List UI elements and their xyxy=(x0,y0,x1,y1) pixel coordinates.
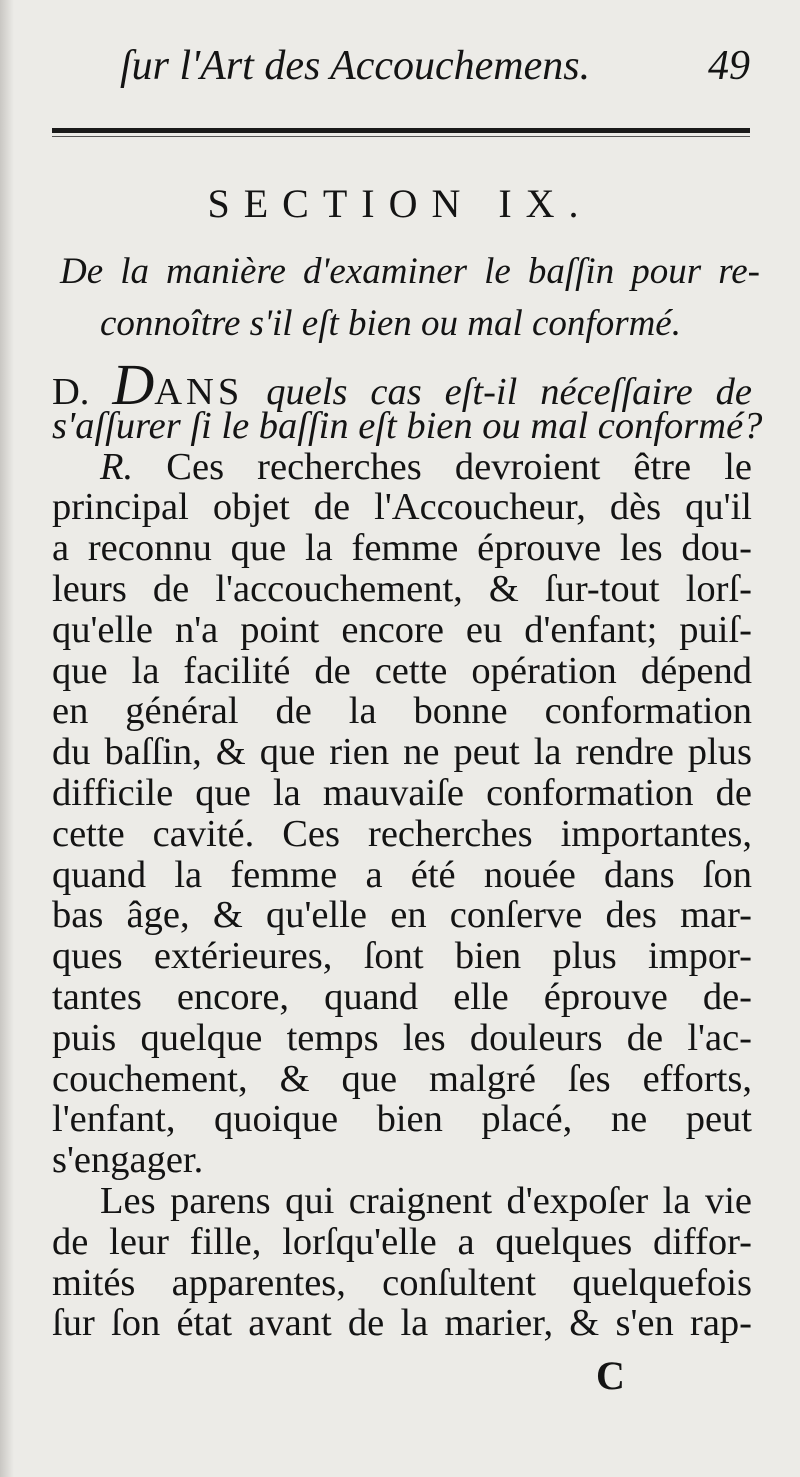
answer-line: cette cavité. Ces recherches importantes, xyxy=(52,812,752,855)
question-marker: D. xyxy=(52,371,90,413)
answer-line: du baſſin, & que rien ne peut la rendre plus xyxy=(52,731,752,774)
paragraph-2-line: Les parens qui craignent d'expoſer la vie xyxy=(100,1179,752,1222)
question-line-2: s'aſſurer ſi le baſſin eſt bien ou mal conformé? xyxy=(52,404,763,447)
answer-marker: R. xyxy=(100,445,134,488)
section-subtitle-line-2: connoître s'il eſt bien ou mal conformé. xyxy=(100,303,681,344)
answer-line: difficile que la mauvaiſe conformation de xyxy=(52,771,752,814)
answer-line: a reconnu que la femme éprouve les dou- xyxy=(52,527,752,570)
paragraph-2-line: de leur fille, lorſqu'elle a quelques diffor- xyxy=(52,1220,752,1263)
question-line-1-rest: quels cas eſt-il néceſſaire de xyxy=(266,371,752,413)
section-heading: SECTION IX. xyxy=(207,181,593,226)
answer-line: leurs de l'accouchement, & ſur-tout lorſ- xyxy=(52,567,752,610)
answer-line-1-rest: Ces recherches devroient être le xyxy=(166,445,753,488)
drop-capital: D xyxy=(112,352,155,417)
paragraph-2-line: mités apparentes, conſultent quelquefois xyxy=(52,1261,752,1304)
answer-line: que la facilité de cette opération dépend xyxy=(52,649,752,692)
answer-line: s'engager. xyxy=(52,1139,204,1182)
answer-line: quand la femme a été nouée dans ſon xyxy=(52,853,752,896)
answer-line: couchement, & que malgré ſes efforts, xyxy=(52,1057,752,1100)
running-header xyxy=(60,36,750,106)
answer-line-1 xyxy=(52,447,752,488)
answer-line: l'enfant, quoique bien placé, ne peut xyxy=(52,1098,752,1141)
answer-line: ques extérieures, ſont bien plus impor- xyxy=(52,935,752,978)
running-title: ſur l'Art des Accouchemens. xyxy=(120,43,591,89)
header-rule xyxy=(52,128,750,133)
header-rule-thin xyxy=(52,136,750,137)
section-subtitle-line-1: De la manière d'examiner le baſſin pour re- xyxy=(60,251,760,292)
body-text xyxy=(52,352,763,1345)
paragraph-2-line: ſur ſon état avant de la marier, & s'en rap- xyxy=(52,1302,752,1345)
question-first-word: ANS xyxy=(154,371,244,413)
answer-line: en général de la bonne conformation xyxy=(52,690,752,733)
answer-line: principal objet de l'Accoucheur, dès qu'il xyxy=(52,486,752,529)
signature-mark: C xyxy=(596,1353,625,1398)
page-number: 49 xyxy=(708,43,750,89)
answer-line: qu'elle n'a point encore eu d'enfant; puiſ- xyxy=(52,608,752,651)
question-line-1 xyxy=(52,352,752,417)
answer-line: tantes encore, quand elle éprouve de- xyxy=(52,975,752,1018)
answer-line: bas âge, & qu'elle en conſerve des mar- xyxy=(52,894,752,937)
answer-line: puis quelque temps les douleurs de l'ac- xyxy=(52,1016,752,1059)
